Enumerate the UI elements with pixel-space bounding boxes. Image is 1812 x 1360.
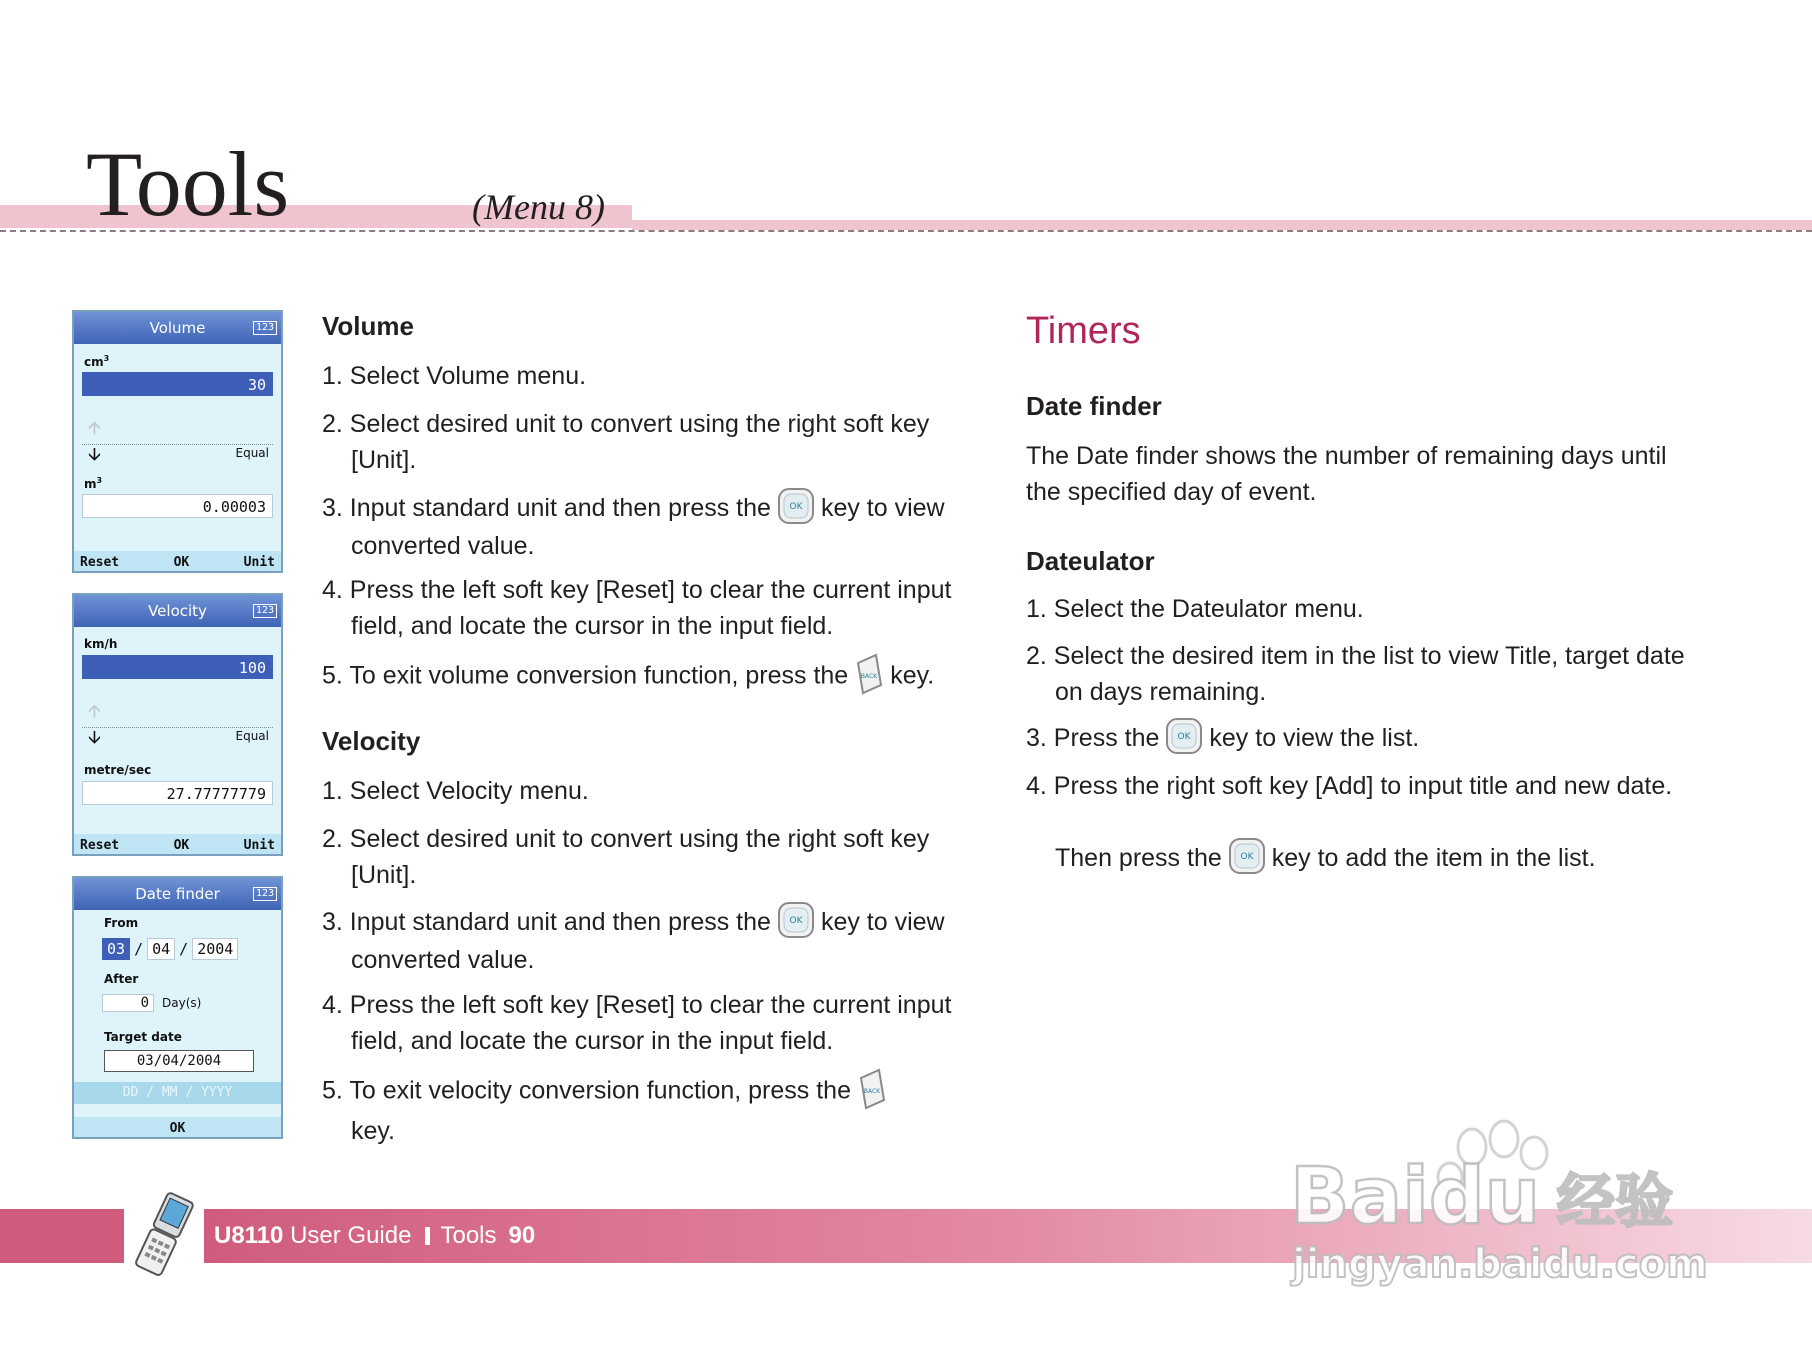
days-field[interactable]: 0	[102, 994, 154, 1012]
svg-text:OK: OK	[789, 916, 803, 927]
volume-step-1: 1. Select Volume menu.	[322, 362, 587, 390]
day-field[interactable]: 03	[102, 938, 130, 960]
arrow-up-icon: 🡩	[88, 418, 101, 439]
arrow-up-icon: 🡩	[88, 701, 101, 722]
value-field-bottom: 0.00003	[82, 494, 273, 518]
header-band-right	[632, 220, 1812, 230]
dateulator-step-4-continued: Then press the OK key to add the item in the list.	[1055, 840, 1715, 878]
value-field-bottom: 27.77777779	[82, 781, 273, 805]
menu-number: (Menu 8)	[472, 187, 605, 227]
ok-key-icon	[777, 487, 815, 525]
divider	[82, 727, 273, 728]
velocity-step-5: 5. To exit velocity conversion function, press the BACK key.	[322, 1071, 972, 1149]
after-label: After	[104, 972, 139, 986]
footer-separator	[425, 1227, 430, 1245]
back-key-icon	[854, 653, 884, 695]
volume-heading: Volume	[322, 311, 414, 341]
velocity-section	[322, 723, 972, 759]
velocity-step-4: 4. Press the left soft key [Reset] to clear the current input field, and locate the cursor in the input field.	[322, 991, 952, 1055]
value-field-top[interactable]: 100	[82, 655, 273, 679]
footer-guide: User Guide	[290, 1222, 412, 1249]
velocity-heading: Velocity	[322, 726, 421, 756]
unit-label-bottom: $m^3$	[84, 476, 103, 491]
footer-model: U8110	[214, 1222, 284, 1249]
arrow-down-icon: 🡫	[88, 444, 101, 465]
softkey-ok[interactable]: OK	[169, 1120, 186, 1136]
target-date-field: 03/04/2004	[104, 1050, 254, 1072]
softkey-ok[interactable]: OK	[173, 837, 190, 853]
volume-step-5: 5. To exit volume conversion function, press the BACK key.	[322, 656, 1002, 698]
equal-label: Equal	[235, 446, 269, 460]
ok-key-icon	[1165, 717, 1203, 755]
svg-text:经验: 经验	[1557, 1167, 1674, 1235]
screen-title: Volume	[149, 319, 206, 337]
equal-label: Equal	[235, 729, 269, 743]
svg-text:OK: OK	[1177, 732, 1191, 743]
datefinder-screen	[72, 876, 283, 1139]
footer-text	[214, 1220, 535, 1252]
input-mode-badge: 123	[253, 887, 277, 901]
datefinder-heading: Date finder	[1026, 391, 1162, 421]
arrow-down-icon: 🡫	[88, 727, 101, 748]
dateulator-step-4: 4. Press the right soft key [Add] to input title and new date.	[1026, 772, 1673, 800]
softkey-bar	[74, 551, 281, 573]
ok-key-icon	[1228, 837, 1266, 875]
velocity-step-1: 1. Select Velocity menu.	[322, 777, 589, 805]
volume-screen	[72, 310, 283, 573]
softkey-bar	[74, 1117, 281, 1139]
volume-step-3: 3. Input standard unit and then press the OK key to view converted value.	[322, 490, 972, 564]
date-separator: /	[179, 940, 189, 958]
footer-left-block	[0, 1209, 124, 1263]
screen-titlebar	[74, 878, 281, 910]
softkey-reset[interactable]: Reset	[80, 554, 120, 570]
input-mode-badge: 123	[253, 321, 277, 335]
dateulator-heading: Dateulator	[1026, 546, 1155, 576]
velocity-screen	[72, 593, 283, 856]
volume-step-2: 2. Select desired unit to convert using the right soft key [Unit].	[322, 410, 930, 474]
dateulator-step-2: 2. Select the desired item in the list to view Title, target date on days remaining.	[1026, 642, 1685, 706]
timers-heading: Timers	[1026, 310, 1141, 352]
unit-label-top: $cm^3$	[84, 354, 110, 369]
svg-text:OK: OK	[1240, 852, 1254, 863]
page-number: 90	[508, 1222, 536, 1249]
unit-label-bottom: metre/sec	[84, 763, 152, 777]
divider	[82, 444, 273, 445]
footer-section: Tools	[440, 1222, 497, 1249]
screen-title: Velocity	[148, 602, 207, 620]
softkey-bar	[74, 834, 281, 856]
from-label: From	[104, 916, 139, 930]
days-unit: Day(s)	[162, 996, 202, 1010]
flip-phone-icon	[128, 1192, 200, 1278]
month-field[interactable]: 04	[147, 938, 175, 960]
velocity-step-2: 2. Select desired unit to convert using the right soft key [Unit].	[322, 825, 930, 889]
svg-text:Baidu: Baidu	[1290, 1152, 1541, 1242]
screen-titlebar	[74, 595, 281, 627]
year-field[interactable]: 2004	[192, 938, 238, 960]
screen-title: Date finder	[135, 885, 220, 903]
baidu-watermark-logo	[1282, 1105, 1722, 1295]
volume-step-4: 4. Press the left soft key [Reset] to clear the current input field, and locate the cursor in the input field.	[322, 576, 952, 640]
input-mode-badge: 123	[253, 604, 277, 618]
ok-key-icon	[777, 901, 815, 939]
svg-text:BACK: BACK	[863, 1088, 881, 1095]
softkey-unit[interactable]: Unit	[243, 554, 275, 570]
page-title: Tools	[86, 133, 290, 235]
unit-label-top: km/h	[84, 637, 118, 651]
datefinder-description: The Date finder shows the number of remaining days until the specified day of event.	[1026, 442, 1667, 506]
screen-titlebar	[74, 312, 281, 344]
dateulator-step-1: 1. Select the Dateulator menu.	[1026, 595, 1364, 623]
volume-section	[322, 308, 972, 344]
svg-text:OK: OK	[789, 502, 803, 513]
date-separator: /	[134, 940, 144, 958]
date-format-hint: DD / MM / YYYY	[74, 1082, 281, 1104]
softkey-unit[interactable]: Unit	[243, 837, 275, 853]
svg-text:BACK: BACK	[861, 673, 878, 680]
back-key-icon	[857, 1068, 887, 1110]
value-field-top[interactable]: 30	[82, 372, 273, 396]
velocity-step-3: 3. Input standard unit and then press the OK key to view converted value.	[322, 904, 972, 978]
dateulator-step-3: 3. Press the OK key to view the list.	[1026, 720, 1686, 758]
svg-text:jingyan.baidu.com: jingyan.baidu.com	[1292, 1241, 1708, 1287]
softkey-ok[interactable]: OK	[173, 554, 190, 570]
target-date-label: Target date	[104, 1030, 182, 1044]
softkey-reset[interactable]: Reset	[80, 837, 120, 853]
